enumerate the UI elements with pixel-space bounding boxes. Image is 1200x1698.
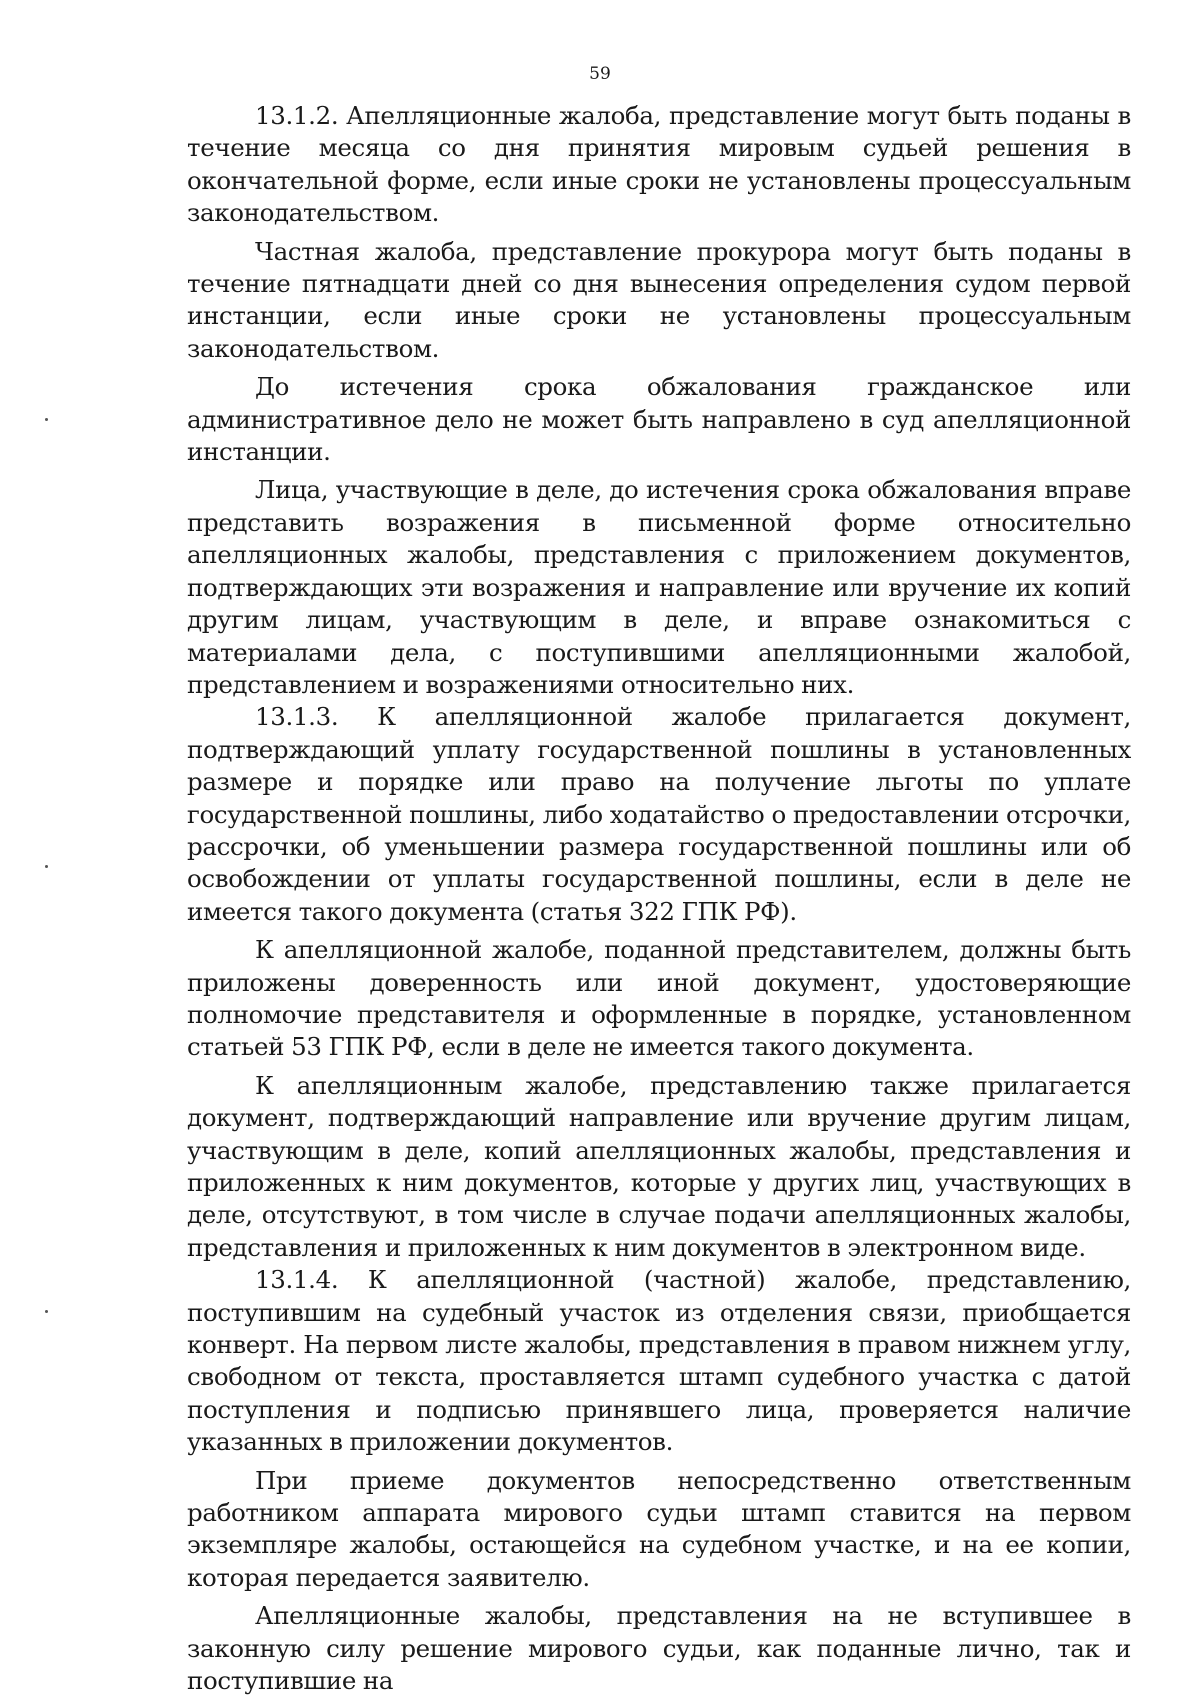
paragraph-private-complaint: Частная жалоба, представление прокурора могут быть поданы в течение пятнадцати дней со дня вынесения определения судом первой инстанции, если иные сроки не установлены процессуальным законодательством. — [187, 236, 1131, 363]
paragraph-representative: К апелляционной жалобе, поданной представителем, должны быть приложены доверенность или иной документ, удостоверяющие полномочие представителя и оформленные в порядке, установленном статьей 53 ГПК РФ, если в деле не имеется такого документа. — [187, 935, 1131, 1062]
paragraph-stamp: При приеме документов непосредственно ответственным работником аппарата мирового судьи штамп ставится на первом экземпляре жалобы, остающейся на судебном участке, и на ее копии, которая передается заявителю. — [187, 1465, 1131, 1592]
paragraph-13-1-3: 13.1.3. К апелляционной жалобе прилагается документ, подтверждающий уплату государственной пошлины в установленных размере и порядке или право на получение льготы по уплате государственной пошлины, либо ходатайство о предоставлении отсрочки, рассрочки, об уменьшении размера государственной пошлины или об освобождении от уплаты государственной пошлины, если в деле не имеется такого документа (статья 322 ГПК РФ). — [187, 702, 1131, 926]
paragraph-appeal-period: До истечения срока обжалования гражданское или административное дело не может быть направлено в суд апелляционной инстанции. — [187, 372, 1131, 467]
page-number: 59 — [589, 64, 611, 84]
scan-mark — [45, 865, 48, 868]
paragraph-appeals-continued: Апелляционные жалобы, представления на не вступившее в законную силу решение мирового судьи, как поданные лично, так и поступившие на — [187, 1601, 1131, 1696]
scan-mark — [45, 1310, 48, 1313]
document-body — [187, 100, 1131, 1698]
scan-mark — [45, 418, 48, 421]
paragraph-13-1-2: 13.1.2. Апелляционные жалоба, представление могут быть поданы в течение месяца со дня принятия мировым судьей решения в окончательной форме, если иные сроки не установлены процессуальным законодательством. — [187, 101, 1131, 228]
paragraph-objections: Лица, участвующие в деле, до истечения срока обжалования вправе представить возражения в письменной форме относительно апелляционных жалобы, представления с приложением документов, подтверждающих эти возражения и направление или вручение их копий другим лицам, участвующим в деле, и вправе ознакомиться с материалами дела, с поступившими апелляционными жалобой, представлением и возражениями относительно них. — [187, 475, 1131, 699]
paragraph-13-1-4: 13.1.4. К апелляционной (частной) жалобе, представлению, поступившим на судебный участок из отделения связи, приобщается конверт. На первом листе жалобы, представления в правом нижнем углу, свободном от текста, проставляется штамп судебного участка с датой поступления и подписью принявшего лица, проверяется наличие указанных в приложении документов. — [187, 1265, 1131, 1457]
paragraph-copies: К апелляционным жалобе, представлению также прилагается документ, подтверждающий направление или вручение другим лицам, участвующим в деле, копий апелляционных жалобы, представления и приложенных к ним документов, которые у других лиц, участвующих в деле, отсутствуют, в том числе в случае подачи апелляционных жалобы, представления и приложенных к ним документов в электронном виде. — [187, 1070, 1131, 1262]
